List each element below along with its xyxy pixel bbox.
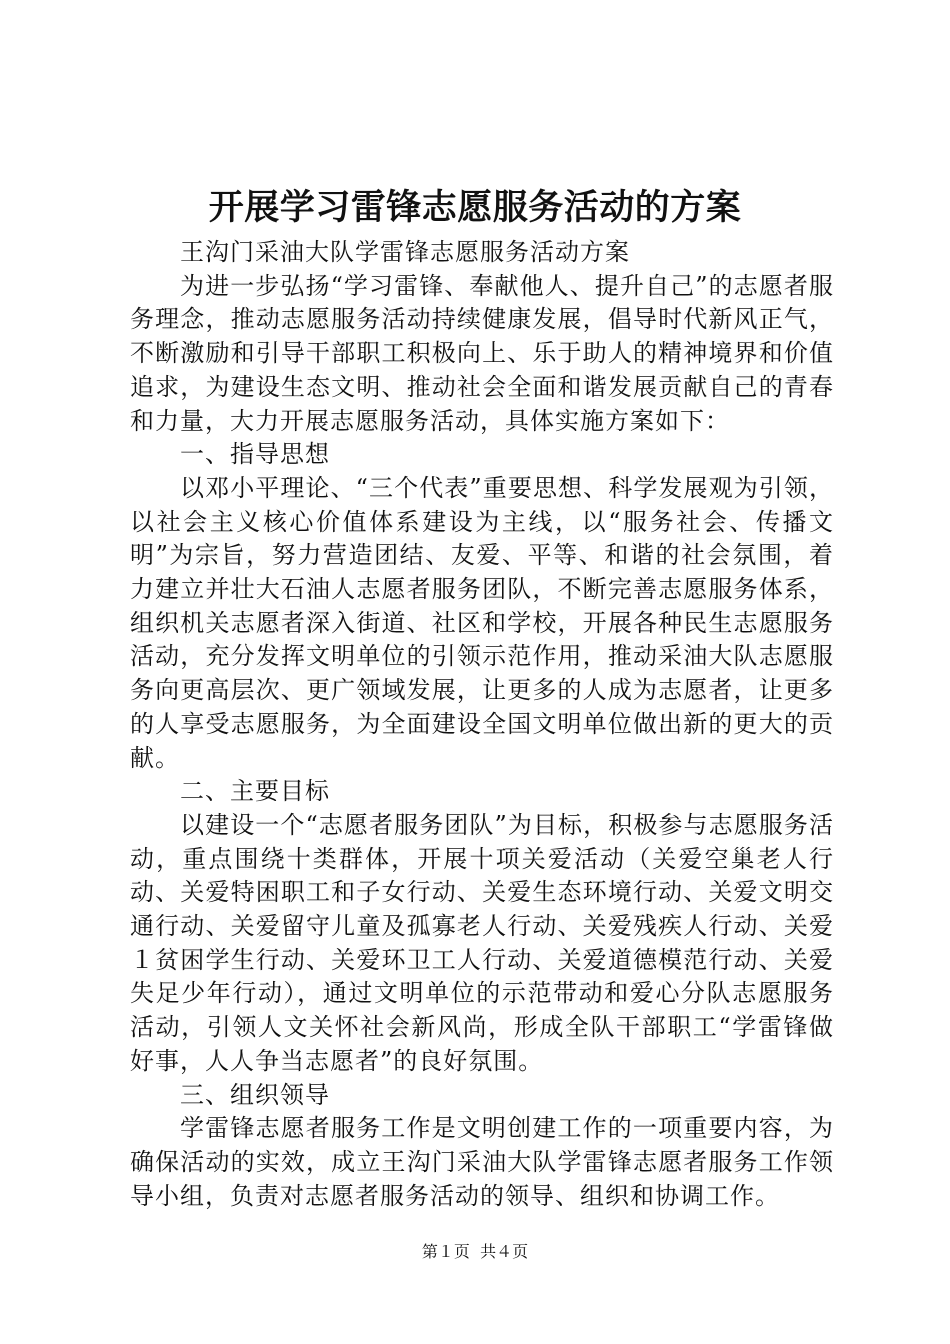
main-goals-paragraph: 以建设一个“志愿者服务团队”为目标，积极参与志愿服务活动，重点围绕十类群体，开展十项关爱活动（关爱空巢老人行动、关爱特困职工和子女行动、关爱生态环境行动、关爱文明交通行动、关爱留守儿童及孤寡老人行动、关爱残疾人行动、关爱１贫困学生行动、关爱环卫工人行动、关爱道德模范行动、关爱失足少年行动），通过文明单位的示范带动和爱心分队志愿服务活动，引领人文关怀社会新风尚，形成全队干部职工“学雷锋做好事，人人争当志愿者”的良好氛围。 (130, 810, 834, 1075)
section-heading-main-goals: 二、主要目标 (180, 777, 330, 806)
page-total: 共４页 (480, 1242, 529, 1261)
guiding-thought-paragraph: 以邓小平理论、“三个代表”重要思想、科学发展观为引领，以社会主义核心价值体系建设为主线，以“服务社会、传播文明”为宗旨，努力营造团结、友爱、平等、和谐的社会氛围，着力建立并壮大石油人志愿者服务团队，不断完善志愿服务体系，组织机关志愿者深入街道、社区和学校，开展各种民生志愿服务活动，充分发挥文明单位的引领示范作用，推动采油大队志愿服务向更高层次、更广领域发展，让更多的人成为志愿者，让更多的人享受志愿服务，为全面建设全国文明单位做出新的更大的贡献。 (130, 473, 834, 772)
subtitle-paragraph: 王沟门采油大队学雷锋志愿服务活动方案 (180, 238, 630, 266)
document-title: 开展学习雷锋志愿服务活动的方案 (208, 188, 742, 228)
document-body (130, 236, 834, 1213)
section-heading-organization: 三、组织领导 (180, 1080, 330, 1109)
organization-paragraph: 学雷锋志愿者服务工作是文明创建工作的一项重要内容，为确保活动的实效，成立王沟门采油大队学雷锋志愿者服务工作领导小组，负责对志愿者服务活动的领导、组织和协调工作。 (130, 1114, 834, 1210)
section-heading-guiding-thought: 一、指导思想 (180, 440, 330, 469)
page-footer (0, 1240, 950, 1264)
page-number: 第１页 (421, 1242, 470, 1261)
intro-paragraph: 为进一步弘扬“学习雷锋、奉献他人、提升自己”的志愿者服务理念，推动志愿服务活动持续健康发展，倡导时代新风正气，不断激励和引导干部职工积极向上、乐于助人的精神境界和价值追求，为建设生态文明、推动社会全面和谐发展贡献自己的青春和力量，大力开展志愿服务活动，具体实施方案如下： (130, 271, 834, 435)
